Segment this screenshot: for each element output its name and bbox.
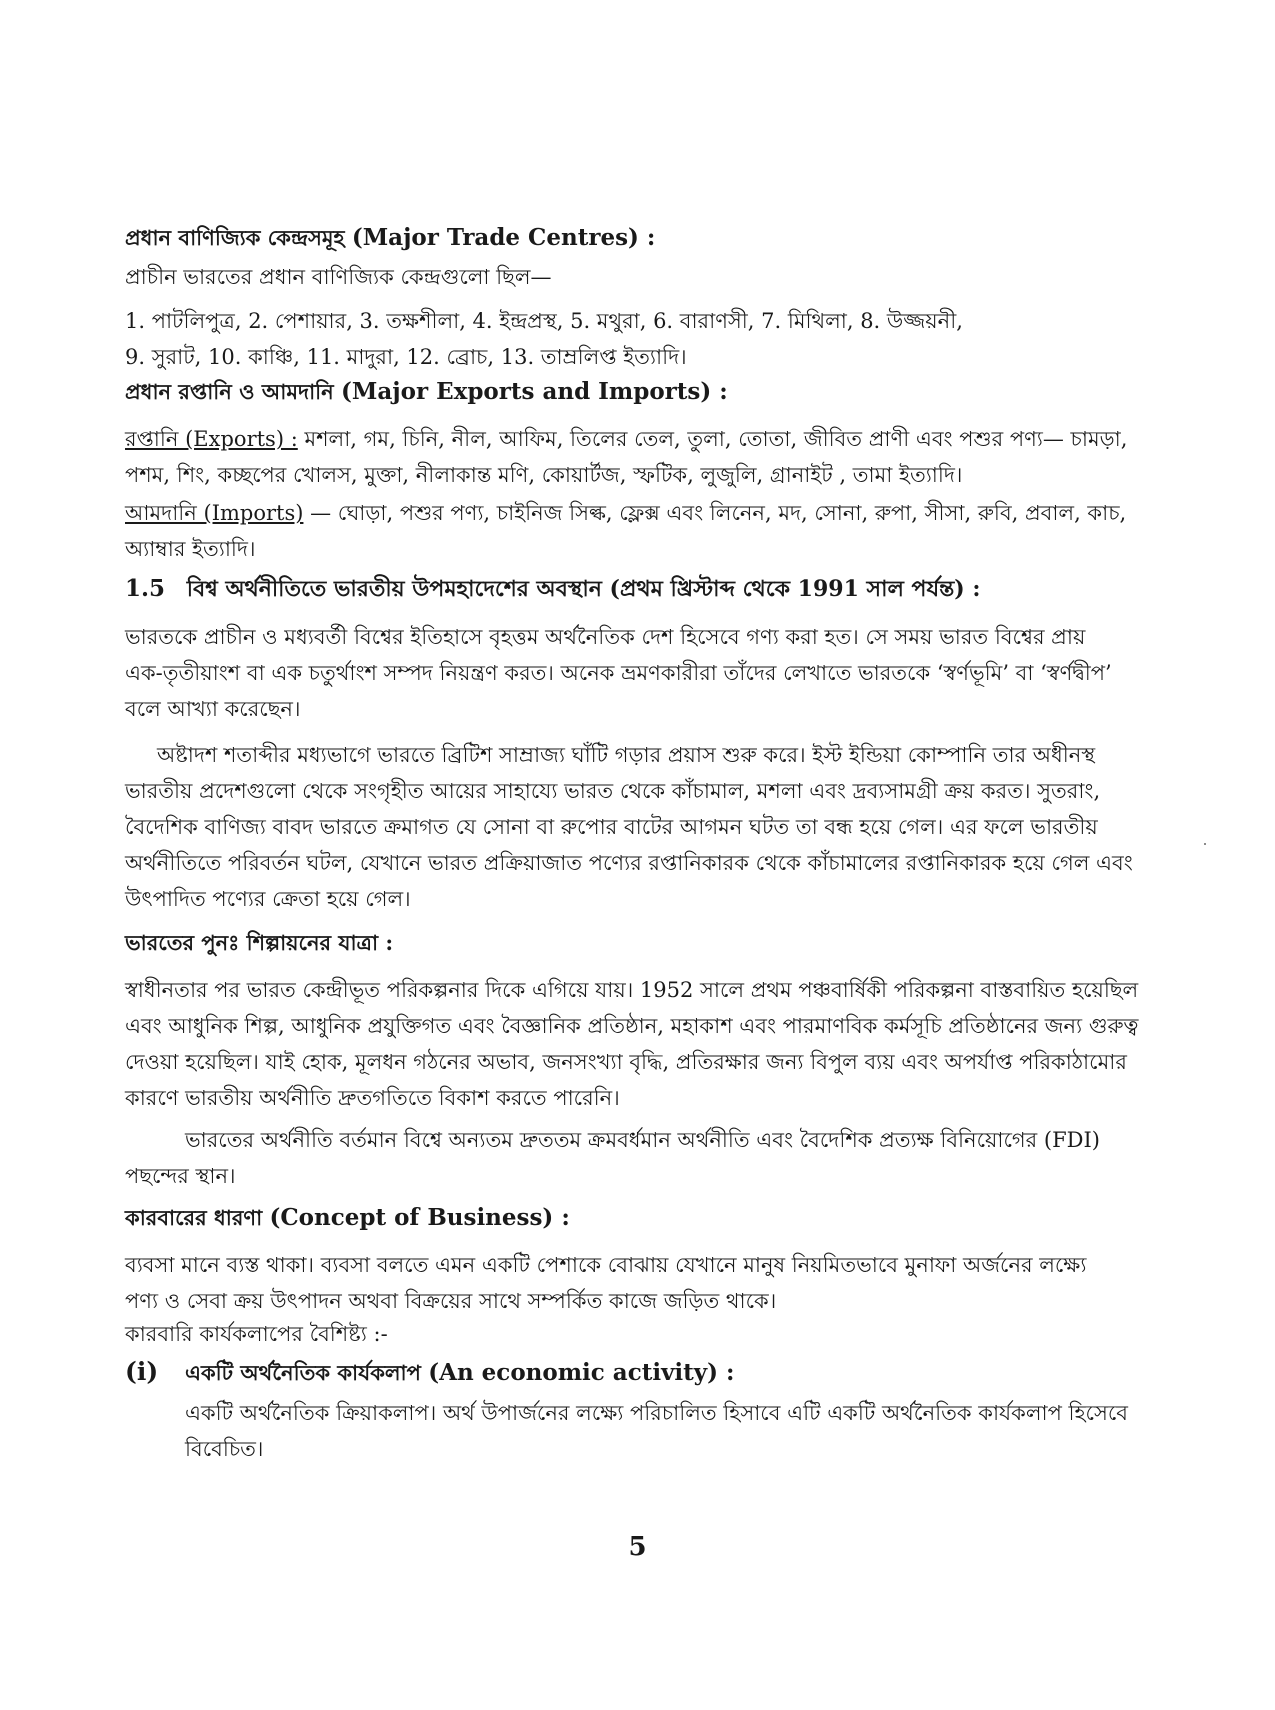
heading-english: (Concept of Business) :	[269, 1204, 570, 1231]
imports-line-1	[125, 498, 1126, 528]
exports-text: মশলা, গম, চিনি, নীল, আফিম, তিলের তেল, তুলা, তোতা, জীবিত প্রাণী এবং পশুর পণ্য— চামড়া,	[304, 427, 1128, 451]
section-1-5-heading	[125, 574, 980, 604]
imports-text: — ঘোড়া, পশুর পণ্য, চাইনিজ সিল্ক, ফ্লেক্স এবং লিনেন, মদ, সোনা, রুপা, সীসা, রুবি, প্রবাল, কাচ,	[310, 501, 1127, 525]
exports-line-2: পশম, শিং, কচ্ছপের খোলস, মুক্তা, নীলাকান্ত মণি, কোয়ার্টজ, স্ফটিক, লুজুলি, গ্রানাইট , তামা ইত্যাদি।	[125, 463, 963, 487]
trade-centres-intro: প্রাচীন ভারতের প্রধান বাণিজ্যিক কেন্দ্রগুলো ছিল—	[125, 265, 552, 289]
para-3-line-3: দেওয়া হয়েছিল। যাই হোক, মূলধন গঠনের অভাব, জনসংখ্যা বৃদ্ধি, প্রতিরক্ষার জন্য বিপুল ব্যয় এবং অপর্যাপ্ত পরিকাঠামোর	[125, 1050, 1127, 1074]
stray-dot	[1204, 843, 1206, 845]
para-5-line-1: ব্যবসা মানে ব্যস্ত থাকা। ব্যবসা বলতে এমন একটি পেশাকে বোঝায় যেখানে মানুষ নিয়মিতভাবে মুনাফা অর্জনের লক্ষ্যে	[125, 1253, 1087, 1277]
para-2-line-1: অষ্টাদশ শতাব্দীর মধ্যভাগে ভারতে ব্রিটিশ সাম্রাজ্য ঘাঁটি গড়ার প্রয়াস শুরু করে। ইস্ট ইন্ডিয়া কোম্পানি তার অধীনস্থ	[157, 743, 1096, 767]
para-2-line-2: ভারতীয় প্রদেশগুলো থেকে সংগৃহীত আয়ের সাহায্যে ভারত থেকে কাঁচামাল, মশলা এবং দ্রব্যসামগ্রী ক্রয় করত। সুতরাং,	[125, 779, 1101, 803]
para-2-line-5: উৎপাদিত পণ্যের ক্রেতা হয়ে গেল।	[125, 887, 411, 911]
para-3-line-2: এবং আধুনিক শিল্প, আধুনিক প্রযুক্তিগত এবং বৈজ্ঞানিক প্রতিষ্ঠান, মহাকাশ এবং পারমাণবিক কর্মসূচি প্রতিষ্ঠানের জন্য গুরুত্ব	[125, 1014, 1139, 1038]
item-heading-bengali: একটি অর্থনৈতিক কার্যকলাপ	[185, 1360, 421, 1385]
para-2-line-3: বৈদেশিক বাণিজ্য বাবদ ভারতে ক্রমাগত যে সোনা বা রুপোর বাটের আগমন ঘটত তা বন্ধ হয়ে গেল। এর ফলে ভারতীয়	[125, 815, 1098, 839]
heading-english: (Major Exports and Imports) :	[341, 378, 728, 405]
exports-line-1	[125, 424, 1127, 454]
para-4-line-1: ভারতের অর্থনীতি বর্তমান বিশ্বে অন্যতম দ্রুততম ক্রমবর্ধমান অর্থনীতি এবং বৈদেশিক প্রত্যক্ষ বিনিয়োগের (FDI)	[185, 1128, 1100, 1152]
para-4-line-2: পছন্দের স্থান।	[125, 1164, 236, 1188]
trade-centres-list-line-2: 9. সুরাট, 10. কাঞ্চি, 11. মাদুরা, 12. ব্রোচ, 13. তাম্রলিপ্ত ইত্যাদি।	[125, 345, 687, 369]
heading-bengali: প্রধান বাণিজ্যিক কেন্দ্রসমূহ	[125, 225, 345, 250]
imports-label: আমদানি (Imports)	[125, 501, 304, 525]
para-2-line-4: অর্থনীতিতে পরিবর্তন ঘটল, যেখানে ভারত প্রক্রিয়াজাত পণ্যের রপ্তানিকারক থেকে কাঁচামালের রপ্তানিকারক হয়ে গেল এবং	[125, 851, 1133, 875]
heading-bengali: কারবারের ধারণা	[125, 1205, 263, 1230]
para-1-line-1: ভারতকে প্রাচীন ও মধ্যবর্তী বিশ্বের ইতিহাসে বৃহত্তম অর্থনৈতিক দেশ হিসেবে গণ্য করা হত। সে সময় ভারত বিশ্বের প্রায়	[125, 625, 1086, 649]
page-number: 5	[628, 1532, 647, 1562]
exports-label: রপ্তানি (Exports) :	[125, 427, 298, 451]
heading-bengali: প্রধান রপ্তানি ও আমদানি	[125, 379, 334, 404]
heading-english: (Major Trade Centres) :	[351, 224, 656, 251]
section-title: বিশ্ব অর্থনীতিতে ভারতীয় উপমহাদেশের অবস্থান (প্রথম খ্রিস্টাব্দ থেকে 1991 সাল পর্যন্ত) :	[186, 576, 981, 602]
para-1-line-3: বলে আখ্যা করেছেন।	[125, 697, 301, 721]
trade-centres-list-line-1: 1. পাটলিপুত্র, 2. পেশায়ার, 3. তক্ষশীলা, 4. ইন্দ্রপ্রস্থ, 5. মথুরা, 6. বারাণসী, 7. মিথিলা, 8. উজ্জয়নী,	[125, 309, 963, 333]
para-1-line-2: এক-তৃতীয়াংশ বা এক চতুর্থাংশ সম্পদ নিয়ন্ত্রণ করত। অনেক ভ্রমণকারীরা তাঁদের লেখাতে ভারতকে ‘স্বর্ণভূমি’ বা ‘স্বর্ণদ্বীপ’	[125, 661, 1112, 685]
para-3-line-1: স্বাধীনতার পর ভারত কেন্দ্রীভূত পরিকল্পনার দিকে এগিয়ে যায়। 1952 সালে প্রথম পঞ্চবার্ষিকী পরিকল্পনা বাস্তবায়িত হয়েছিল	[125, 978, 1139, 1002]
item-heading-english: (An economic activity) :	[428, 1359, 735, 1386]
para-3-line-4: কারণে ভারতীয় অর্থনীতি দ্রুতগতিতে বিকাশ করতে পারেনি।	[125, 1086, 620, 1110]
imports-line-2: অ্যাম্বার ইত্যাদি।	[125, 537, 256, 561]
exports-imports-heading	[125, 377, 728, 407]
item-line-2: বিবেচিত।	[185, 1437, 264, 1461]
concept-of-business-heading	[125, 1203, 570, 1233]
item-roman-numeral: (i)	[125, 1357, 159, 1386]
para-5-line-2: পণ্য ও সেবা ক্রয় উৎপাদন অথবা বিক্রয়ের সাথে সম্পর্কিত কাজে জড়িত থাকে।	[125, 1289, 777, 1313]
section-number: 1.5	[125, 575, 166, 602]
economic-activity-heading	[185, 1358, 735, 1388]
reindustrialisation-heading: ভারতের পুনঃ শিল্পায়নের যাত্রা :	[125, 930, 394, 955]
features-label: কারবারি কার্যকলাপের বৈশিষ্ট্য :-	[125, 1322, 388, 1346]
item-line-1: একটি অর্থনৈতিক ক্রিয়াকলাপ। অর্থ উপার্জনের লক্ষ্যে পরিচালিত হিসাবে এটি একটি অর্থনৈতিক কার্যকলাপ হিসেবে	[185, 1401, 1128, 1425]
major-trade-centres-heading	[125, 223, 655, 253]
